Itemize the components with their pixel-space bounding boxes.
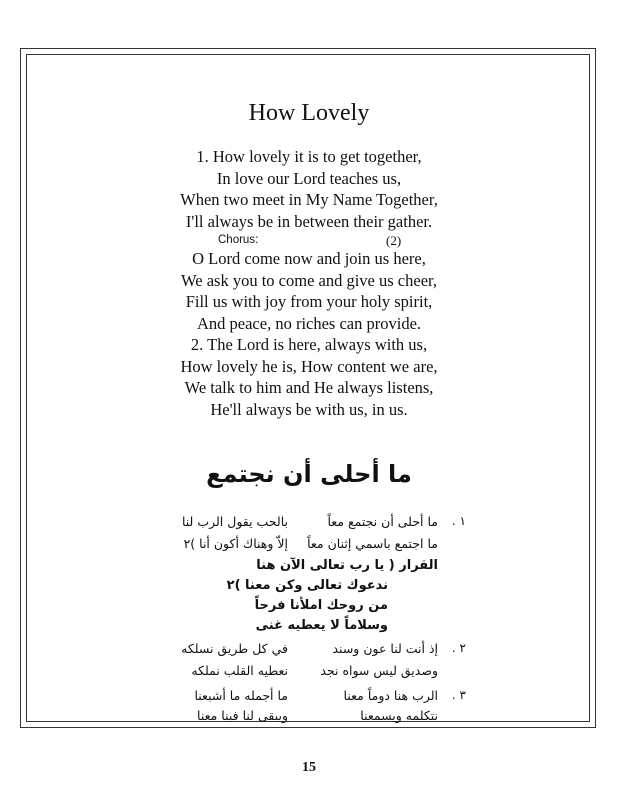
arabic-line: إذ أنت لنا عون وسند [332,641,438,656]
arabic-line: ما أحلى أن نجتمع معاً [327,514,438,529]
song-title: How Lovely [248,100,370,126]
verse-2-line: How lovely he is, How content we are, [180,356,438,376]
arabic-line: نتكلمه ويسمعنا [360,708,438,723]
arabic-line: ما اجتمع باسمي إثنان معاً [307,536,438,551]
chorus [0,248,618,334]
chorus-line: And peace, no riches can provide. [196,313,422,333]
chorus-repeat-count: (2) [386,233,402,248]
arabic-verse-1-number: ١ . [451,514,466,528]
verse-1-line: I'll always be in between their gather. [185,211,433,231]
verse-1-line: 1. How lovely it is to get together, [196,147,422,166]
arabic-chorus-line: القرار ( يا رب تعالى الآن هنا [256,558,438,573]
verse-2-line: We talk to him and He always listens, [184,378,434,397]
arabic-line: نعطيه القلب نملكه [191,663,288,678]
arabic-line: ما أجمله ما أشبعنا [194,688,288,703]
arabic-chorus-line: وسلاماً لا يعطيه غنى [255,618,388,633]
arabic-line: وصديق ليس سواه نجد [320,663,438,678]
page-number: 15 [302,760,316,775]
verse-1-line: When two meet in My Name Together, [180,190,438,209]
arabic-line: الرب هنا دوماً معنا [343,688,438,703]
arabic-chorus-line: من روحك املأنا فرحاً [254,598,388,613]
chorus-line: We ask you to come and give us cheer, [181,270,437,290]
arabic-line: ويبقى لنا فينا معنا [197,708,288,723]
verse-1 [0,146,618,232]
verse-1-line: In love our Lord teaches us, [216,168,402,188]
arabic-line: إلاّ وهناك أكون أنا )٢ [183,536,288,551]
chorus-line: Fill us with joy from your holy spirit, [185,292,433,311]
chorus-line: O Lord come now and join us here, [192,249,426,268]
arabic-song-title: ما أحلى أن نجتمع [206,460,412,488]
verse-2 [0,334,618,420]
verse-2-line: 2. The Lord is here, always with us, [190,335,428,354]
arabic-chorus-line: ندعوك تعالى وكن معنا )٢ [226,578,388,593]
arabic-verse-3-number: ٣ . [451,688,466,702]
arabic-line: بالحب يقول الرب لنا [181,514,288,529]
verse-2-line: He'll always be with us, in us. [210,399,408,419]
arabic-verse-2-number: ٢ . [451,641,466,655]
chorus-label: Chorus: [218,234,259,246]
arabic-line: في كل طريق نسلكه [181,641,288,656]
